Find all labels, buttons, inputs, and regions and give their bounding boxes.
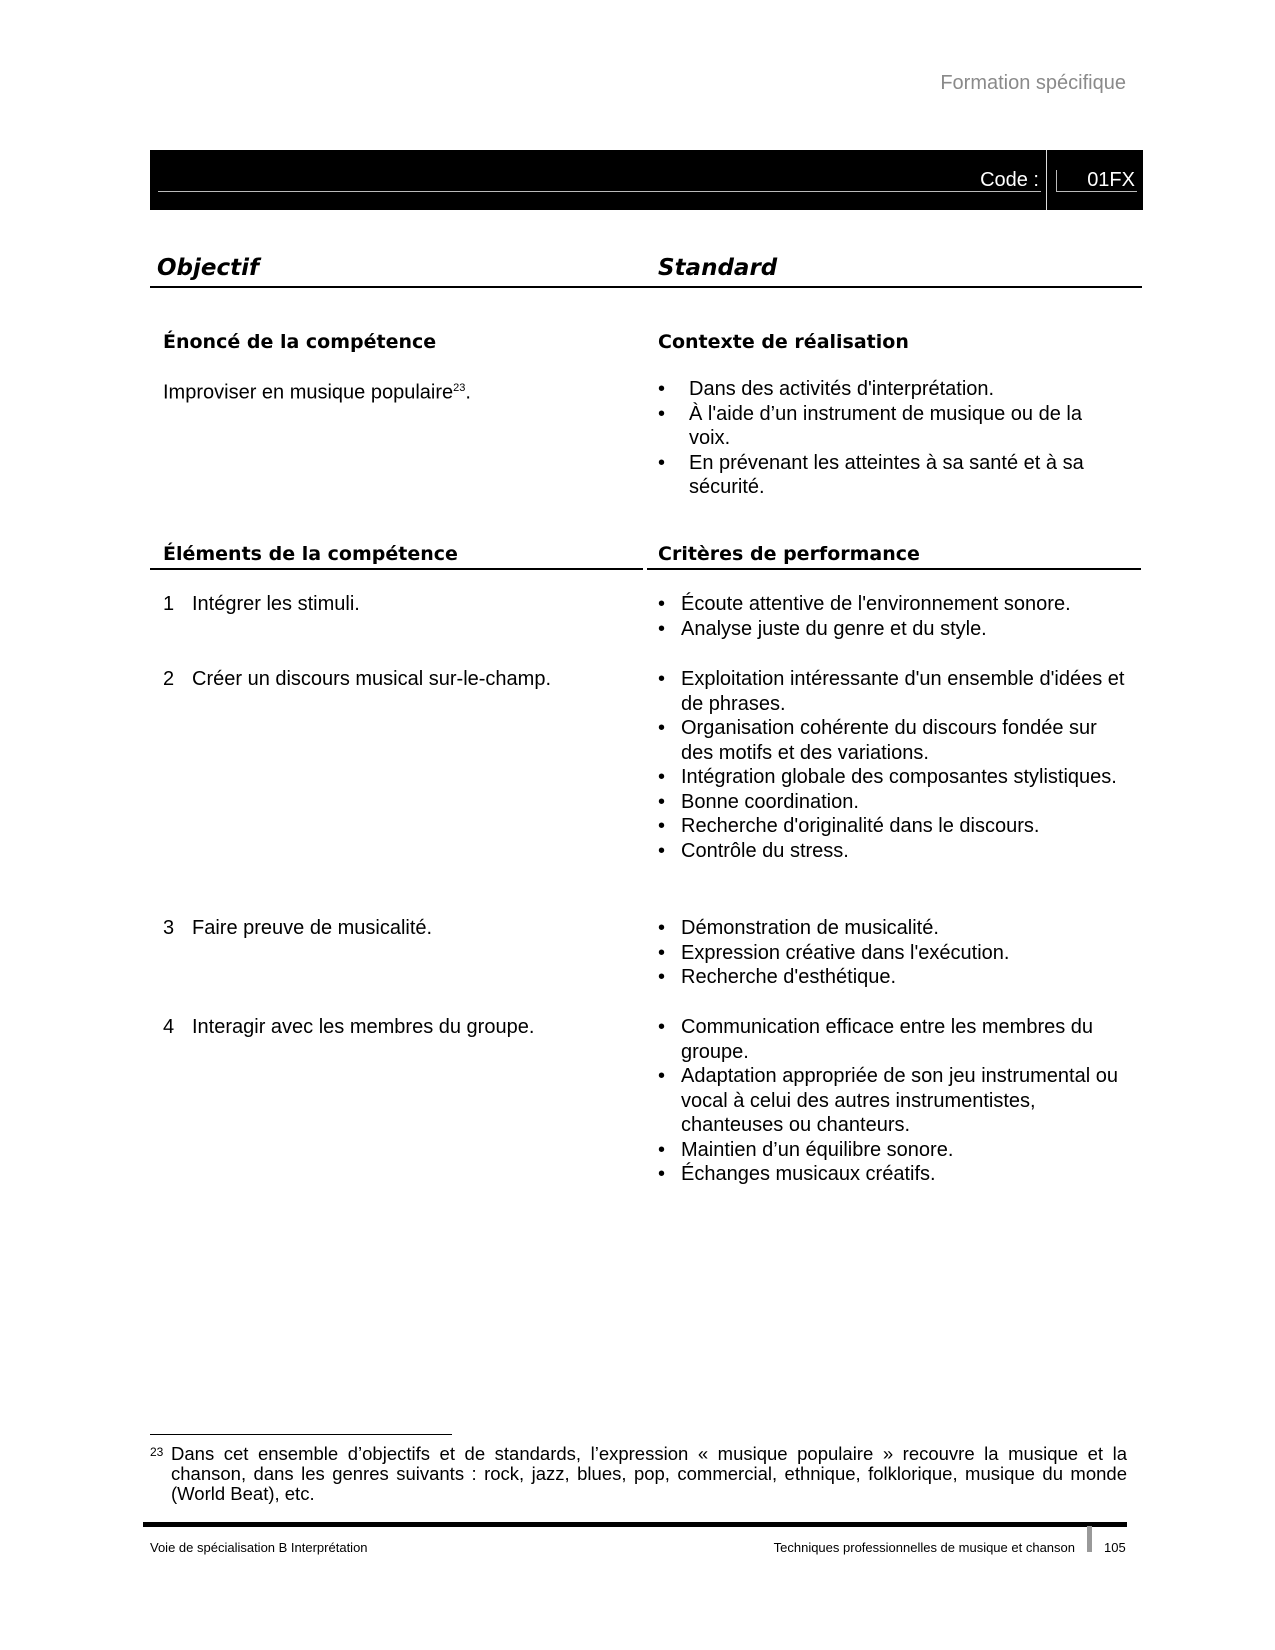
element-num: 4 <box>163 1016 175 1038</box>
criterion: • Échanges musicaux créatifs. <box>658 1162 1128 1187</box>
banner-divider <box>1046 150 1047 210</box>
criterion: • Organisation cohérente du discours fondée sur des motifs et des variations. <box>658 716 1128 765</box>
elements-heading: Éléments de la compétence <box>163 543 458 565</box>
criterion: • Analyse juste du genre et du style. <box>658 617 1128 642</box>
title-rule <box>150 286 1142 288</box>
element-text: Interagir avec les membres du groupe. <box>192 1016 535 1038</box>
element-text: Faire preuve de musicalité. <box>192 917 433 939</box>
code-value: 01FX <box>1087 169 1135 191</box>
page-number: 105 <box>1104 1540 1126 1555</box>
criterion: • Recherche d'originalité dans le discours. <box>658 814 1128 839</box>
element-text: Créer un discours musical sur-le-champ. <box>192 668 552 690</box>
criteria-list-3 <box>658 916 1128 990</box>
enonce-heading: Énoncé de la compétence <box>163 331 437 353</box>
criterion: • Écoute attentive de l'environnement sonore. <box>658 592 1128 617</box>
elements-rule <box>150 568 643 570</box>
footer-divider <box>1087 1526 1092 1552</box>
criterion: • Recherche d'esthétique. <box>658 965 1128 990</box>
criteres-heading: Critères de performance <box>658 543 920 565</box>
element-num: 1 <box>163 593 175 615</box>
enonce-label: Improviser en musique populaire <box>163 381 454 404</box>
footer-right: Techniques professionnelles de musique et chanson <box>773 1540 1075 1555</box>
enonce-text: Improviser en musique populaire$^{23}$. <box>163 381 471 404</box>
criteria-list-2 <box>658 667 1128 863</box>
contexte-item: • Dans des activités d'interprétation. <box>658 377 1118 402</box>
criterion: • Communication efficace entre les membres du groupe. <box>658 1015 1128 1064</box>
running-header: Formation spécifique <box>940 72 1126 94</box>
element-4 <box>163 1015 534 1040</box>
criterion: • Maintien d’un équilibre sonore. <box>658 1138 1128 1163</box>
criterion: • Adaptation appropriée de son jeu instrumental ou vocal à celui des autres instrumentistes, chanteuses ou chanteurs. <box>658 1064 1128 1138</box>
footnote-text: Dans cet ensemble d’objectifs et de standards, l’expression « musique populaire » recouvre la musique et la chanson, dans les genres suivants : rock, jazz, blues, pop, commercial, ethnique, folklorique, musique du monde (World Beat), etc. <box>171 1443 1127 1504</box>
footer-left: Voie de spécialisation B Interprétation <box>150 1540 368 1555</box>
contexte-list <box>658 377 1118 500</box>
criterion: • Intégration globale des composantes stylistiques. <box>658 765 1128 790</box>
objectif-title: Objectif <box>157 255 260 281</box>
footnote-ref: 23 <box>453 382 466 394</box>
criterion: • Exploitation intéressante d'un ensemble d'idées et de phrases. <box>658 667 1128 716</box>
criteria-list-4 <box>658 1015 1128 1187</box>
criterion: • Démonstration de musicalité. <box>658 916 1128 941</box>
footnote-separator <box>150 1434 452 1435</box>
standard-title: Standard <box>658 255 778 281</box>
contexte-item: • À l'aide d’un instrument de musique ou de la voix. <box>658 402 1118 451</box>
contexte-item: • En prévenant les atteintes à sa santé et à sa sécurité. <box>658 451 1118 500</box>
criterion: • Bonne coordination. <box>658 790 1128 815</box>
criteria-list-1 <box>658 592 1128 641</box>
element-num: 2 <box>163 668 175 690</box>
element-text: Intégrer les stimuli. <box>192 593 360 615</box>
element-3 <box>163 916 432 941</box>
criteres-rule <box>647 568 1141 570</box>
footer-rule <box>143 1522 1127 1527</box>
criterion: • Expression créative dans l'exécution. <box>658 941 1128 966</box>
code-banner <box>150 150 1143 210</box>
banner-rule <box>158 191 1041 192</box>
element-2 <box>163 667 551 692</box>
footnote <box>150 1444 1127 1504</box>
element-num: 3 <box>163 917 175 939</box>
code-label: Code : <box>980 169 1039 191</box>
contexte-heading: Contexte de réalisation <box>658 331 909 353</box>
footnote-number: 23 <box>150 1445 164 1459</box>
element-1 <box>163 592 360 617</box>
criterion: • Contrôle du stress. <box>658 839 1128 864</box>
